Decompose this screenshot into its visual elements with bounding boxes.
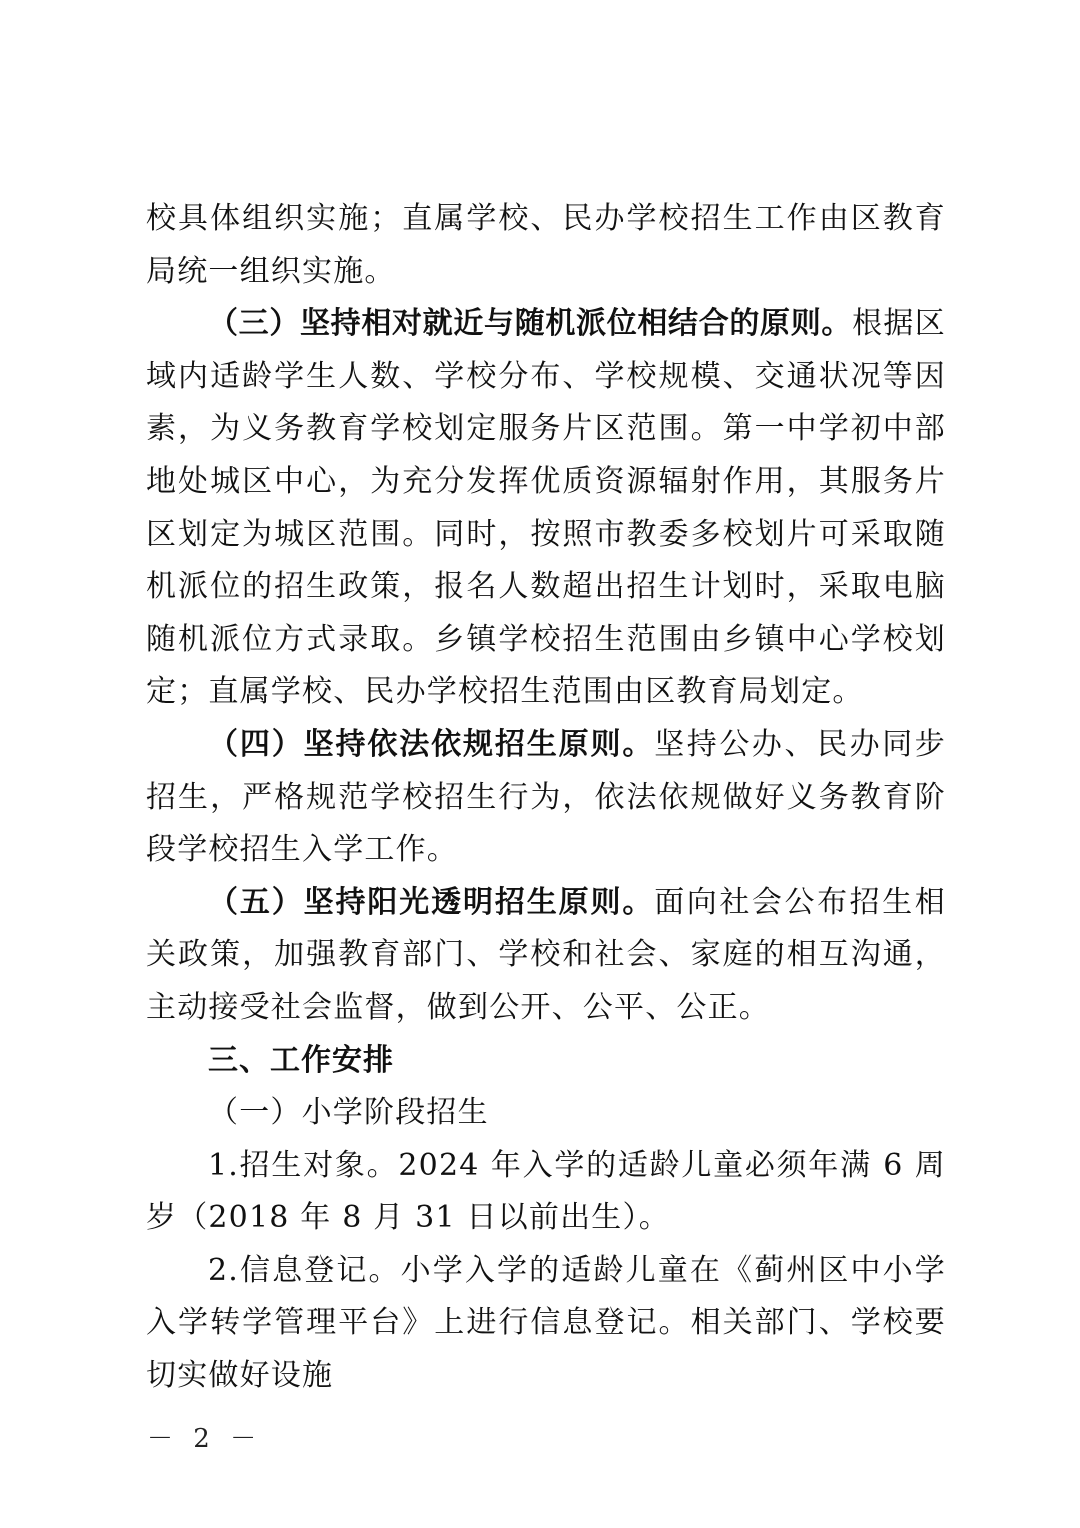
paragraph-text: 面向社会公布招生相关政策，加强教育部门、学校和社会、家庭的相互沟通，主动接受社会监督，做到公开、公平、公正。 [146, 884, 946, 1025]
paragraph-lead: （四）坚持依法依规招生原则。 [208, 726, 655, 762]
list-item-enrollment-target: 1.招生对象。2024 年入学的适龄儿童必须年满 6 周岁（2018 年 8 月 31 日以前出生）。 [146, 1147, 946, 1236]
page-number: － 2 － [147, 1424, 263, 1454]
subsection-heading: （一）小学阶段招生 [208, 1095, 489, 1131]
paragraph-principle-three [146, 298, 946, 719]
document-body [146, 193, 946, 1403]
paragraph-principle-four [146, 719, 946, 877]
paragraph-text: 根据区域内适龄学生人数、学校分布、学校规模、交通状况等因素，为义务教育学校划定服务片区范围。第一中学初中部地处城区中心，为充分发挥优质资源辐射作用，其服务片区划定为城区范围。同时，按照市教委多校划片可采取随机派位的招生政策，报名人数超出招生计划时，采取电脑随机派位方式录取。乡镇学校招生范围由乡镇中心学校划定；直属学校、民办学校招生范围由区教育局划定。 [146, 306, 947, 710]
paragraph-text: 校具体组织实施；直属学校、民办学校招生工作由区教育局统一组织实施。 [146, 201, 946, 289]
paragraph-principle-five [146, 877, 946, 1035]
list-item-registration: 2.信息登记。小学入学的适龄儿童在《蓟州区中小学入学转学管理平台》上进行信息登记。相关部门、学校要切实做好设施 [146, 1252, 946, 1394]
paragraph-lead: （三）坚持相对就近与随机派位相结合的原则。 [208, 306, 853, 342]
section-heading: 三、工作安排 [208, 1042, 394, 1078]
paragraph-continuation [146, 193, 946, 298]
paragraph-text: 坚持公办、民办同步招生，严格规范学校招生行为，依法依规做好义务教育阶段学校招生入学工作。 [146, 726, 946, 868]
paragraph-lead: （五）坚持阳光透明招生原则。 [208, 884, 655, 920]
